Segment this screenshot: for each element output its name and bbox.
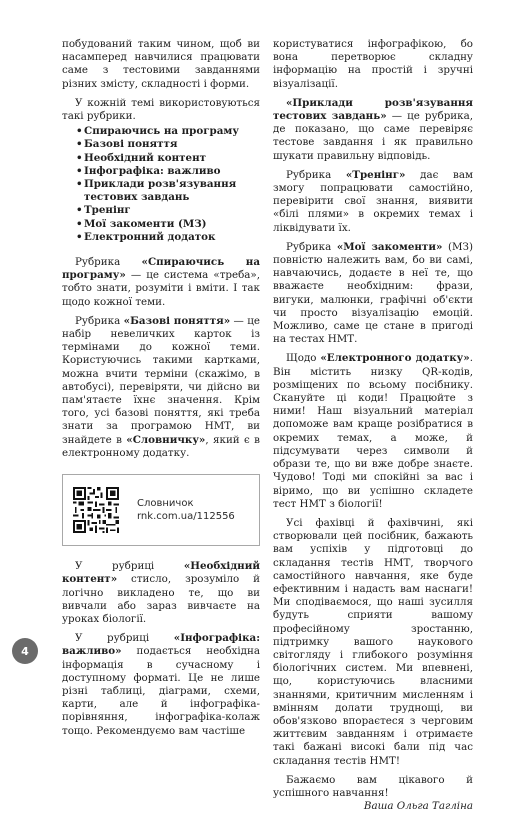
- paragraph-notes-rubric: Рубрика «Мої закоменти» (МЗ) повністю належить вам, бо ви самі, навчаючись, додаєте в неї те, що вважаєте необхідним: фрази, вигуки, малюнки, графічні об'єкти чи просто візуалізацію емоцій. Можливо, саме це стане в пригоді на тестах НМТ.: [273, 240, 473, 346]
- paragraph-infographics-continued: користуватися інфографікою, бо вона перетворює складну інформацію на простій і зручні візуалізації.: [273, 38, 473, 90]
- paragraph-basic-concepts-rubric: Рубрика «Базові поняття» — це набір невеличких карток із термінами до кожної теми. Користуючись такими картками, можна вчити терміни (скажімо, в автобусі), перевіряти, чи дійсно ви пам'ятаєте їхнє значення. Крім того, усі базові поняття, які треба знати за програмою НМТ, ви знайдете в «Словничку», який є в електронному додатку.: [62, 314, 260, 459]
- rubrics-list: [62, 125, 260, 244]
- qr-code-icon[interactable]: [73, 487, 119, 533]
- rubric-item: • Інфографіка: важливо: [76, 165, 260, 178]
- qr-code-box[interactable]: [62, 474, 260, 546]
- paragraph-infographics-rubric: У рубриці «Інфографіка: важливо» подається необхідна інформація в сучасному і доступному форматі. Це не лише різні таблиці, діаграми, схеми, карти, але й інфографіка-порівняння, інфографіка-колаж тощо. Рекомендуємо вам частіше: [62, 632, 260, 737]
- left-column: [62, 38, 260, 738]
- qr-label: Словничок: [137, 498, 194, 510]
- qr-caption: [137, 497, 235, 523]
- rubric-item: • Тренінг: [76, 204, 260, 217]
- paragraph-training-rubric: Рубрика «Тренінг» дає вам змогу попрацювати самостійно, перевірити свої знання, виявити «білі плями» в окремих темах і ліквідувати їх.: [273, 168, 473, 234]
- paragraph-wishes: Усі фахівці й фахівчині, які створювали цей посібник, бажають вам успіхів у підготовці до складання тестів НМТ, творчого самостійного навчання, яке буде ефективним і надасть вам наснаги! Ми сподіваємося, що наші зусилля будуть сприяти вашому професійному зростанню, підтримку вашого наукового світогляду і глибокого розуміння біологічних систем. Ми впевнені, що, користуючись власними знаннями, критичним мисленням і вмінням долати труднощі, ви обов'язково впораєтеся з черговим життєвим завданням і отримаєте такі бажані високі бали під час складання тестів НМТ!: [273, 516, 473, 767]
- author-signature: Ваша Ольга Тагліна: [363, 800, 473, 813]
- right-column: [273, 38, 473, 813]
- paragraph-closing: Бажаємо вам цікавого й успішного навчання!: [273, 773, 473, 799]
- rubric-item: • Базові поняття: [76, 138, 260, 151]
- qr-url[interactable]: rnk.com.ua/112556: [137, 511, 235, 523]
- paragraph-intro-continued: побудований таким чином, щоб ви насамперед навчилися працювати саме з тестовими завданнями різних змісту, складності і форми.: [62, 38, 260, 90]
- paragraph-program-rubric: Рубрика «Спираючись на програму» — це система «треба», тобто знати, розуміти і вміти. І так щодо кожної теми.: [62, 256, 260, 308]
- paragraph-rubrics-intro: У кожній темі використовуються такі рубрики.: [62, 96, 260, 123]
- rubric-item: • Мої закоменти (МЗ): [76, 218, 260, 231]
- rubric-item: • Приклади розв'язування тестових завдань: [76, 178, 260, 204]
- rubric-item: • Спираючись на програму: [76, 125, 260, 138]
- paragraph-content-rubric: У рубриці «Необхідний контент» стисло, зрозуміло й логічно викладено те, що ви вивчали або зараз вивчаєте на уроках біології.: [62, 560, 260, 625]
- rubric-item: • Електронний додаток: [76, 231, 260, 244]
- page-number-badge: 4: [12, 638, 38, 664]
- paragraph-electronic-supplement: Щодо «Електронного додатку». Він містить низку QR-кодів, розміщених по всьому посібнику. Скануйте ці коди! Працюйте з ними! Наш візуальний матеріал допоможе вам краще розібратися в окремих темах, а може, й підсумувати через символи й образи те, що ви вже добре знаєте. Чудово! Тоді ми спокійні за вас і віримо, що ви успішно складете тест НМТ з біології!: [273, 352, 473, 510]
- rubric-item: • Необхідний контент: [76, 152, 260, 165]
- paragraph-examples-rubric: «Приклади розв'язування тестових завдань» — це рубрика, де показано, що саме перевіряє тестове завдання і як правильно шукати правильну відповідь.: [273, 96, 474, 162]
